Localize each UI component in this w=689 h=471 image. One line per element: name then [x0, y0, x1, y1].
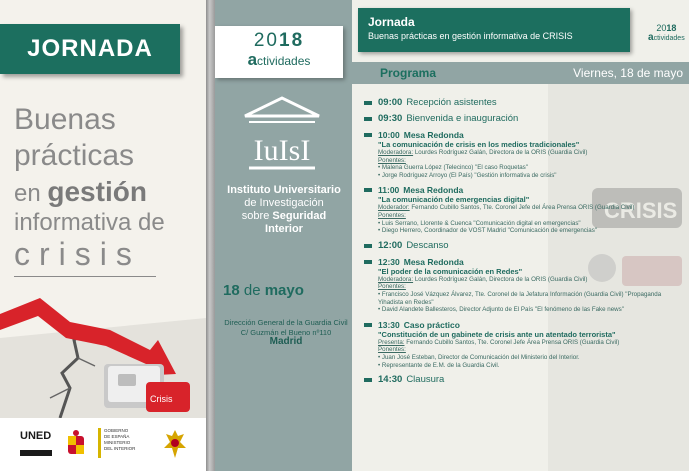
schedule-subtitle: "La comunicación de crisis en los medios tradicionales": [378, 140, 580, 149]
program-header-title: Jornada: [368, 15, 415, 29]
banner-text: JORNADA: [27, 35, 153, 62]
title-word-en: en: [14, 180, 41, 207]
speaker-line: • David Alandete Ballesteros, Director Adjunto de El País "El fenómeno de las Fake news": [378, 306, 624, 314]
uned-logo: UNED: [20, 430, 52, 456]
schedule-list: [364, 98, 684, 391]
schedule-title: Recepción asistentes: [406, 97, 497, 108]
title-line-3: [14, 176, 147, 210]
schedule-title: Mesa Redonda: [403, 185, 464, 196]
schedule-time: 12:30: [378, 256, 400, 267]
schedule-item-heading: [378, 320, 684, 330]
title-underline: [14, 276, 156, 277]
title-line-1: Buenas: [14, 103, 116, 136]
schedule-time: 12:00: [378, 239, 403, 251]
speaker-line: • Francisco José Vázquez Álvarez, Tte. Coronel de la Jefatura Información (Guardia Civil) "Propaganda Yihadista en Redes": [378, 290, 662, 306]
schedule-item: [364, 375, 684, 385]
schedule-moderator: Moderadora: Lourdes Rodríguez Galán, Directora de la ORIS (Guardia Civil): [378, 149, 588, 156]
bullet-icon: [364, 378, 372, 382]
schedule-item: [364, 130, 684, 179]
speakers-label: Ponentes:: [378, 346, 406, 354]
schedule-item-heading: [378, 257, 684, 267]
year-badge-small: 2018 actividades: [648, 23, 685, 43]
guardia-civil-emblem-icon: [164, 430, 186, 458]
schedule-subtitle: "La comunicación de emergencias digital": [378, 195, 530, 205]
program-bar: [352, 62, 689, 84]
event-address: Dirección General de la Guardia Civil C/ Guzmán el Bueno nº110 Madrid: [224, 318, 348, 347]
speaker-line: • Jorge Rodríguez Arroyo (El País) "Gestión informativa de crisis": [378, 171, 557, 179]
speakers-label: Ponentes:: [378, 283, 406, 291]
schedule-item: [364, 320, 684, 369]
bullet-icon: [364, 323, 372, 327]
schedule-title: Mesa Redonda: [403, 256, 464, 267]
schedule-moderator: Presenta: Fernando Cubillo Santos, Tte. Coronel Jefe Área Prensa ORIS (Guardia Civil): [378, 338, 620, 346]
title-line-2: prácticas: [14, 139, 135, 172]
program-header-subtitle: Buenas prácticas en gestión informativa de CRISIS: [368, 31, 573, 41]
title-word-gestion: gestión: [47, 176, 147, 207]
schedule-time: 13:30: [378, 319, 400, 330]
schedule-title: Clausura: [406, 374, 445, 386]
institute-name: Instituto Universitario de Investigación sobre Seguridad Interior: [227, 184, 341, 235]
schedule-moderator: Moderadora: Lourdes Rodríguez Galán, Directora de la ORIS (Guardia Civil): [378, 275, 588, 283]
bullet-icon: [364, 188, 372, 192]
crisis-key-label: Crisis: [150, 394, 173, 404]
schedule-item: [364, 185, 684, 234]
schedule-item: [364, 98, 684, 108]
schedule-item-heading: [378, 130, 684, 140]
institute-panel: [215, 0, 352, 471]
bullet-icon: [364, 117, 372, 121]
institute-logo-letters: IuIsI: [253, 134, 311, 167]
schedule-title: Caso práctico: [403, 319, 460, 330]
schedule-title: Mesa Redonda: [403, 130, 464, 140]
activities-text: actividades: [247, 50, 311, 69]
schedule-item: [364, 257, 684, 314]
jornada-banner: [0, 24, 180, 74]
speaker-line: • Malena Guerra López (Telecinco) "El caso Roquetas": [378, 164, 528, 172]
bullet-icon: [364, 260, 372, 264]
schedule-moderator: Moderador: Fernando Cubillo Santos, Tte. Coronel Jefe del Área Prensa ORIS (Guardia Civil): [378, 204, 635, 212]
schedule-item: [364, 241, 684, 251]
schedule-time: 14:30: [378, 374, 403, 386]
bullet-icon: [364, 133, 372, 137]
program-day-date: Viernes, 18 de mayo: [573, 66, 683, 80]
program-panel: [352, 0, 689, 471]
schedule-item-heading: [378, 98, 684, 108]
programa-label: Programa: [380, 66, 437, 80]
crisis-arrow-graphic: [0, 278, 206, 418]
schedule-time: 09:30: [378, 113, 403, 124]
title-line-5: crisis: [14, 236, 141, 272]
speaker-line: • Diego Herrero, Coordinador de VOST Madrid "Comunicación de emergencias": [378, 227, 597, 235]
cover-panel: [0, 0, 206, 471]
event-date: 18 de mayo: [223, 282, 304, 299]
schedule-item: [364, 114, 684, 124]
fold-spine: [206, 0, 215, 471]
speakers-label: Ponentes:: [378, 211, 406, 219]
schedule-item-heading: [378, 241, 684, 251]
bullet-icon: [364, 244, 372, 248]
speaker-line: • Juan José Esteban, Director de Comunicación del Ministerio del Interior.: [378, 353, 580, 361]
speaker-line: • Luis Serrano, Llorente & Cuenca "Comunicación digital en emergencias": [378, 219, 581, 227]
institute-logo-icon: [241, 94, 323, 174]
speaker-line: • Representante de E.M. de la Guardia Civil.: [378, 361, 500, 369]
svg-text:CRISIS: CRISIS: [604, 198, 678, 223]
year-text: 2018: [253, 30, 305, 51]
schedule-time: 11:00: [378, 185, 400, 196]
schedule-time: 09:00: [378, 97, 403, 108]
schedule-subtitle: "Constitución de un gabinete de crisis ante un atentado terrorista": [378, 329, 616, 339]
schedule-subtitle: "El poder de la comunicación en Redes": [378, 266, 523, 276]
program-header: [358, 8, 630, 52]
ministerio-logo: GOBIERNO DE ESPAÑA MINISTERIO DEL INTERIOR: [98, 428, 154, 458]
spain-crest-icon: [66, 430, 86, 458]
schedule-title: Descanso: [406, 239, 449, 251]
schedule-title: Bienvenida e inauguración: [406, 113, 519, 124]
schedule-item-heading: [378, 114, 684, 124]
bullet-icon: [364, 101, 372, 105]
logo-strip: [0, 418, 206, 471]
year-badge: [215, 26, 343, 78]
schedule-time: 10:00: [378, 130, 400, 140]
title-line-4: informativa de: [14, 209, 165, 236]
schedule-item-heading: [378, 185, 684, 195]
schedule-item-heading: [378, 375, 684, 385]
speakers-label: Ponentes:: [378, 156, 406, 164]
